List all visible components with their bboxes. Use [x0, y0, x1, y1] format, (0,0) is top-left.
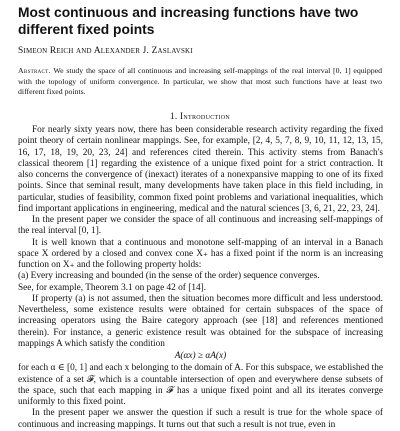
- abstract-label: Abstract.: [18, 66, 51, 75]
- abstract-text: We study the space of all continuous and increasing self-mappings of the real interval [0, 1] equipped with the topology of uniform convergence. In particular, we show that most such functions have at least two different fixed points.: [18, 66, 382, 97]
- paragraph: for each α ∈ [0, 1] and each x belonging to the domain of A. For this subspace, we established the existence of a set 𝓕, which is a countable intersection of open and everywhere dense subsets of the space, such that each mapping in 𝓕 has a unique fixed point and all its iterates converge uniformly to this fixed point.: [18, 363, 383, 407]
- paragraph: If property (a) is not assumed, then the situation becomes more difficult and less understood. Nevertheless, some existence results were obtained for certain subspaces of the space of increasing operators using the Baire category approach (see [18] and references mentioned therein). For instance, a generic existence result was obtained for the subspace of increasing mappings A which satisfy the condition: [18, 293, 383, 349]
- paragraph: It is well known that a continuous and monotone self-mapping of an interval in a Banach space X ordered by a closed and convex cone X₊ has a fixed point if the norm is an increasing function on X₊ and the following property holds:: [18, 237, 383, 270]
- paragraph: See, for example, Theorem 3.1 on page 42 of [14].: [18, 282, 207, 293]
- section-heading: 1. Introduction: [169, 111, 231, 121]
- author-list: Simeon Reich and Alexander J. Zaslavski: [18, 46, 193, 56]
- paragraph: In the present paper we consider the space of all continuous and increasing self-mappings of the real interval [0, 1].: [18, 215, 383, 237]
- abstract: [18, 66, 382, 98]
- paragraph: In the present paper we answer the question if such a result is true for the whole space of continuous and increasing mappings. It turns out that such a result is not true, even in: [18, 408, 383, 430]
- paragraph: (a) Every increasing and bounded (in the sense of the order) sequence converges.: [18, 271, 320, 282]
- paragraph: For nearly sixty years now, there has been considerable research activity regarding the fixed point theory of certain nonlinear mappings. See, for example, [2, 4, 5, 7, 8, 9, 10, 11, 12, 13, 15, 16, 17, 18, 19, 20, 23, 24] and references cited therein. This activity stems from Banach's classical theorem [1] regarding the existence of a unique fixed point for a strict contraction. It also concerns the convergence of (inexact) iterates of a nonexpansive mapping to one of its fixed points. Since that seminal result, many developments have taken place in this field including, in particular, studies of feasibility, common fixed point problems and variational inequalities, which find important applications in engineering, medical and the natural sciences [3, 6, 21, 22, 23, 24].: [18, 125, 383, 214]
- body-text: [18, 125, 383, 431]
- paper-title: Most continuous and increasing functions have two different fixed points: [18, 5, 359, 37]
- display-equation: A(αx) ≥ αA(x): [174, 351, 227, 361]
